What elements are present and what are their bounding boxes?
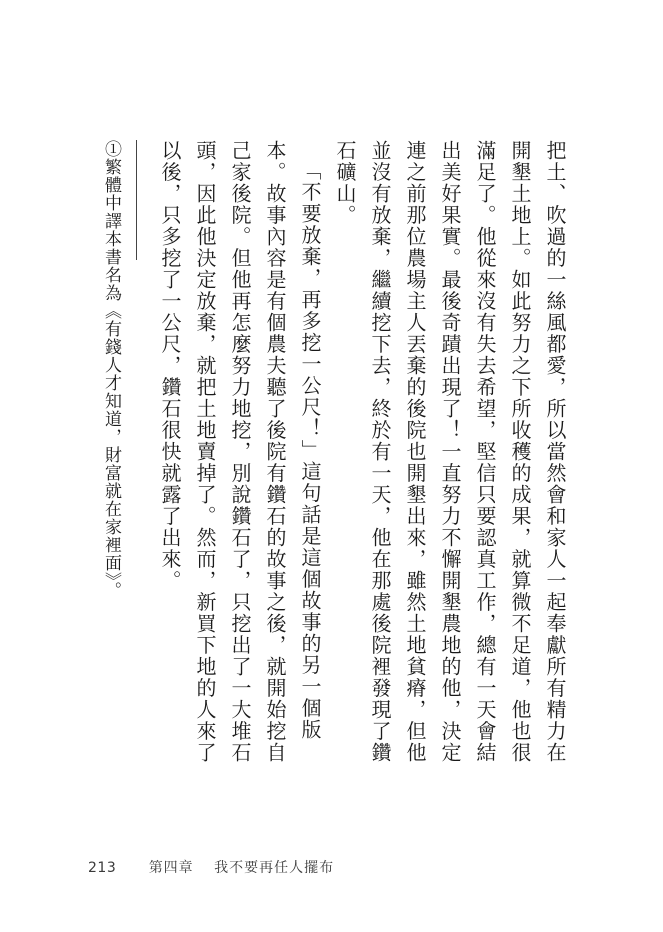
- footnote-divider: [136, 140, 137, 260]
- paragraph-2: 「不要放棄，再多挖一公尺！」這句話是這個故事的另一個版本。故事內容是有個農夫聽了後院有鑽石的故事之後，就開始挖自己家後院。但他再怎麼努力地挖，別說鑽石了，只挖出了一大堆石頭，因此他決定放棄，就把土地賣掉了。然而，新買下地的人來了以後，只多挖了一公尺，鑽石很快就露了出來。: [158, 140, 322, 764]
- chapter-label: 第四章: [148, 860, 194, 876]
- paragraph-1: 把土、吹過的一絲風都愛，所以當然會和家人一起奉獻所有精力在開墾土地上。如此努力之下所收穫的成果，就算微不足道，他也很滿足了。他從來沒有失去希望，堅信只要認真工作，總有一天會結出美好果實。最後奇蹟出現了！一直努力不懈開墾農地的他，決定連之前那位農場主人丟棄的後院也開墾出來，雖然土地貧瘠，但他並沒有放棄，繼續挖下去，終於有一天，他在那處後院裡發現了鑽石礦山。: [333, 140, 567, 764]
- footnote: ①繁體中譯本書名為《有錢人才知道，財富就在家裡面》。: [101, 140, 121, 600]
- page-footer: [88, 857, 334, 877]
- chapter-title: 我不要再任人擺布: [214, 860, 335, 876]
- main-text: [158, 140, 572, 780]
- page-number: 213: [88, 860, 117, 876]
